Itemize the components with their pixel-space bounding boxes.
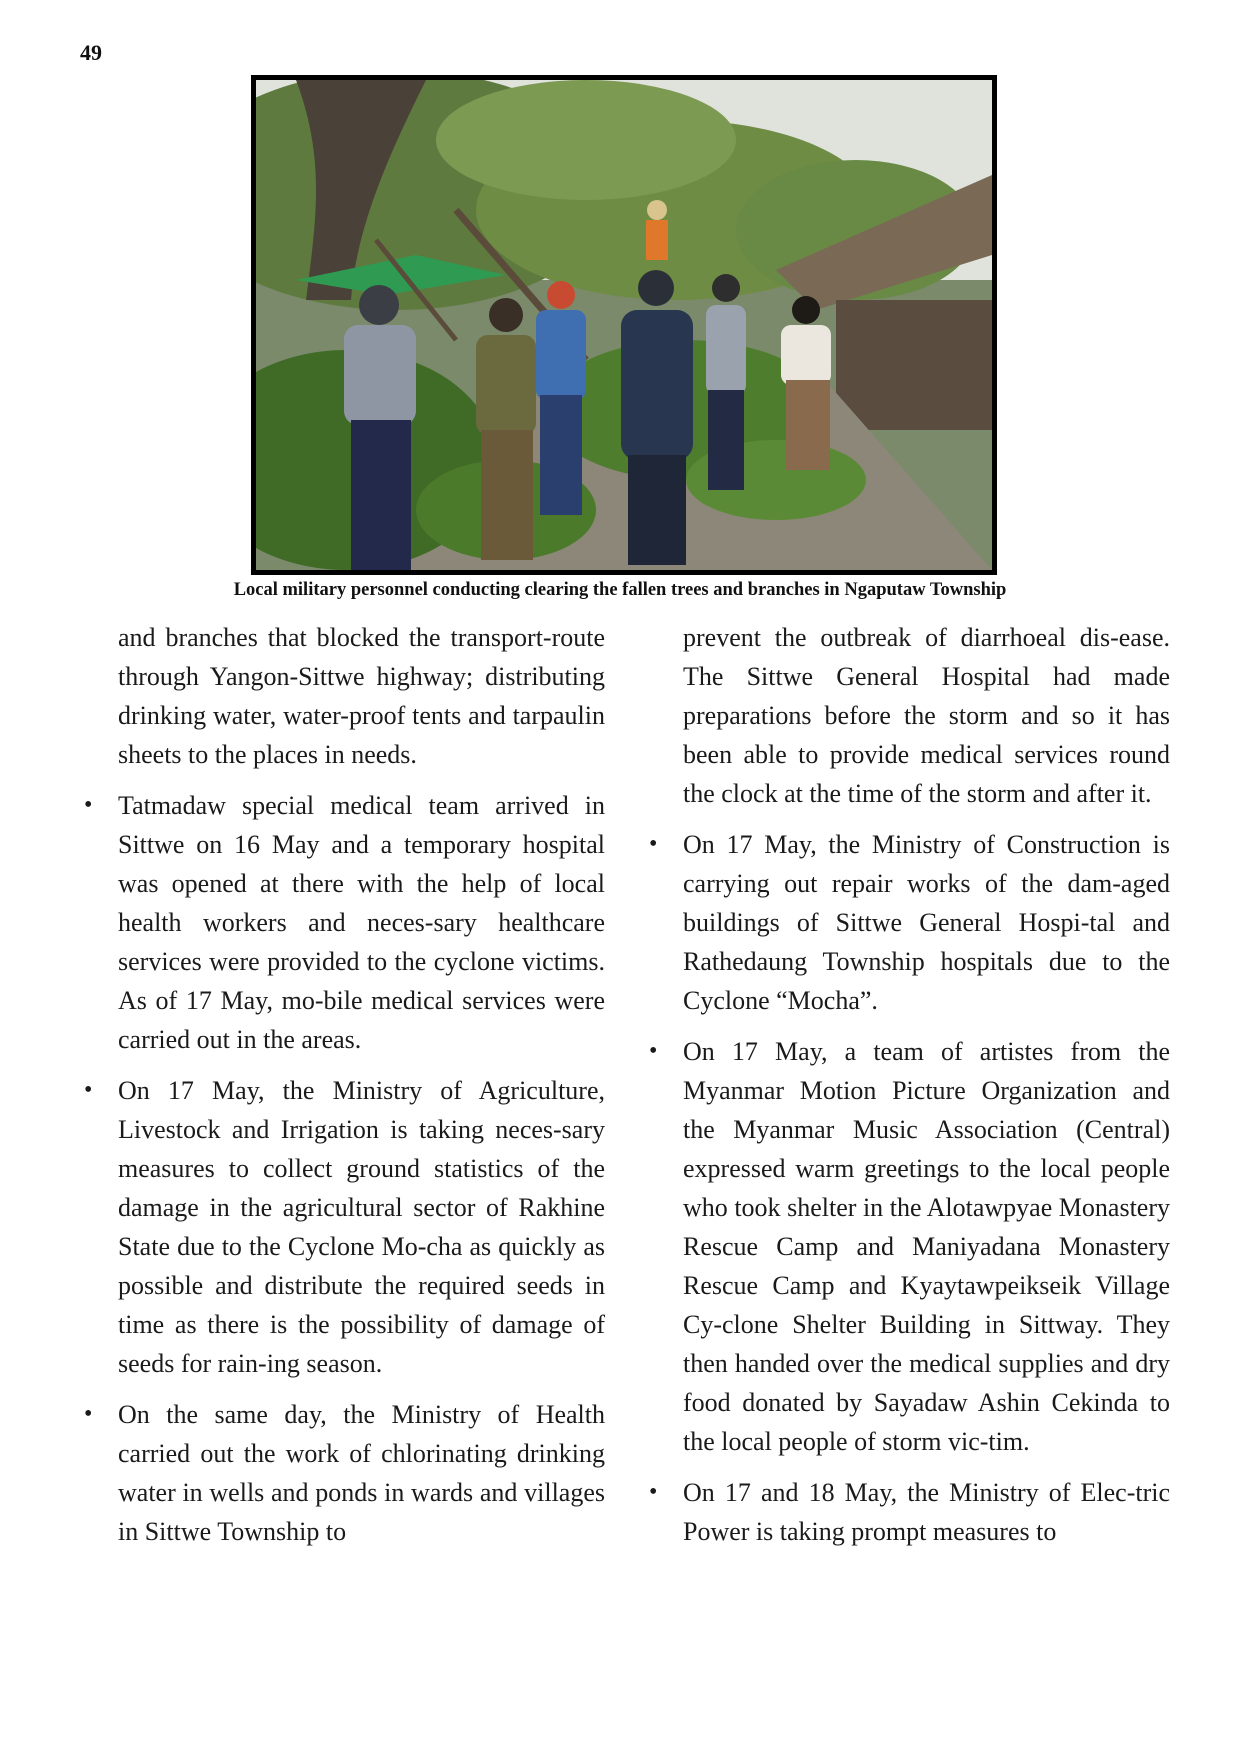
bullet-text: On 17 May, the Ministry of Construction is carrying out repair works of the dam-aged buildings of Sittwe General Hospi-tal and Rathedaung Township hospitals due to the Cyclone “Mocha”. <box>683 830 1170 1015</box>
bullet-text: On the same day, the Ministry of Health carried out the work of chlorinating drinking water in wells and ponds in wards and villages in Sittwe Township to <box>118 1400 605 1546</box>
bullet-item <box>649 1473 1170 1551</box>
bullet-item <box>649 825 1170 1020</box>
page-number: 49 <box>80 40 102 65</box>
bullet-item <box>649 1032 1170 1461</box>
bullet-item <box>84 1071 605 1383</box>
bullet-text: On 17 and 18 May, the Ministry of Elec-tric Power is taking prompt measures to <box>683 1478 1170 1546</box>
left-bullet-list <box>84 786 605 1551</box>
left-column <box>84 618 605 1551</box>
right-column <box>649 618 1170 1551</box>
photo-illustration <box>256 80 992 570</box>
bullet-icon: • <box>649 1038 658 1064</box>
right-bullet-list <box>649 825 1170 1551</box>
bullet-item <box>84 1395 605 1551</box>
bullet-text: On 17 May, the Ministry of Agriculture, Livestock and Irrigation is taking neces-sary measures to collect ground statistics of the damage in the agricultural sector of Rakhine State due to the Cyclone Mo-cha as quickly as possible and distribute the required seeds in time as there is the possibility of damage of seeds for rain-ing season. <box>118 1076 605 1378</box>
bullet-icon: • <box>649 831 658 857</box>
bullet-text: Tatmadaw special medical team arrived in Sittwe on 16 May and a temporary hospital was opened at there with the help of local health workers and neces-sary healthcare services were provided to the cyclone victims. As of 17 May, mo-bile medical services were carried out in the areas. <box>118 791 605 1054</box>
photo-caption: Local military personnel conducting clearing the fallen trees and branches in Ngaputaw Township <box>233 580 1007 600</box>
right-column-intro: prevent the outbreak of diarrhoeal dis-ease. The Sittwe General Hospital had made preparations before the storm and so it has been able to provide medical services round the clock at the time of the storm and after it. <box>683 623 1170 808</box>
bullet-icon: • <box>84 1077 93 1103</box>
bullet-text: On 17 May, a team of artistes from the Myanmar Motion Picture Organization and the Myanmar Music Association (Central) expressed warm greetings to the local people who took shelter in the Alotawpyae Monastery Rescue Camp and Maniyadana Monastery Rescue Camp and Kyaytawpeikseik Village Cy-clone Shelter Building in Sittway. They then handed over the medical supplies and dry food donated by Sayadaw Ashin Cekinda to the local people of storm vic-tim. <box>683 1037 1170 1456</box>
bullet-icon: • <box>649 1479 658 1505</box>
bullet-icon: • <box>84 1401 93 1427</box>
left-column-intro: and branches that blocked the transport-route through Yangon-Sittwe highway; distributing drinking water, water-proof tents and tarpaulin sheets to the places in needs. <box>118 623 605 769</box>
bullet-item <box>84 786 605 1059</box>
bullet-icon: • <box>84 792 93 818</box>
news-photo <box>251 75 997 575</box>
